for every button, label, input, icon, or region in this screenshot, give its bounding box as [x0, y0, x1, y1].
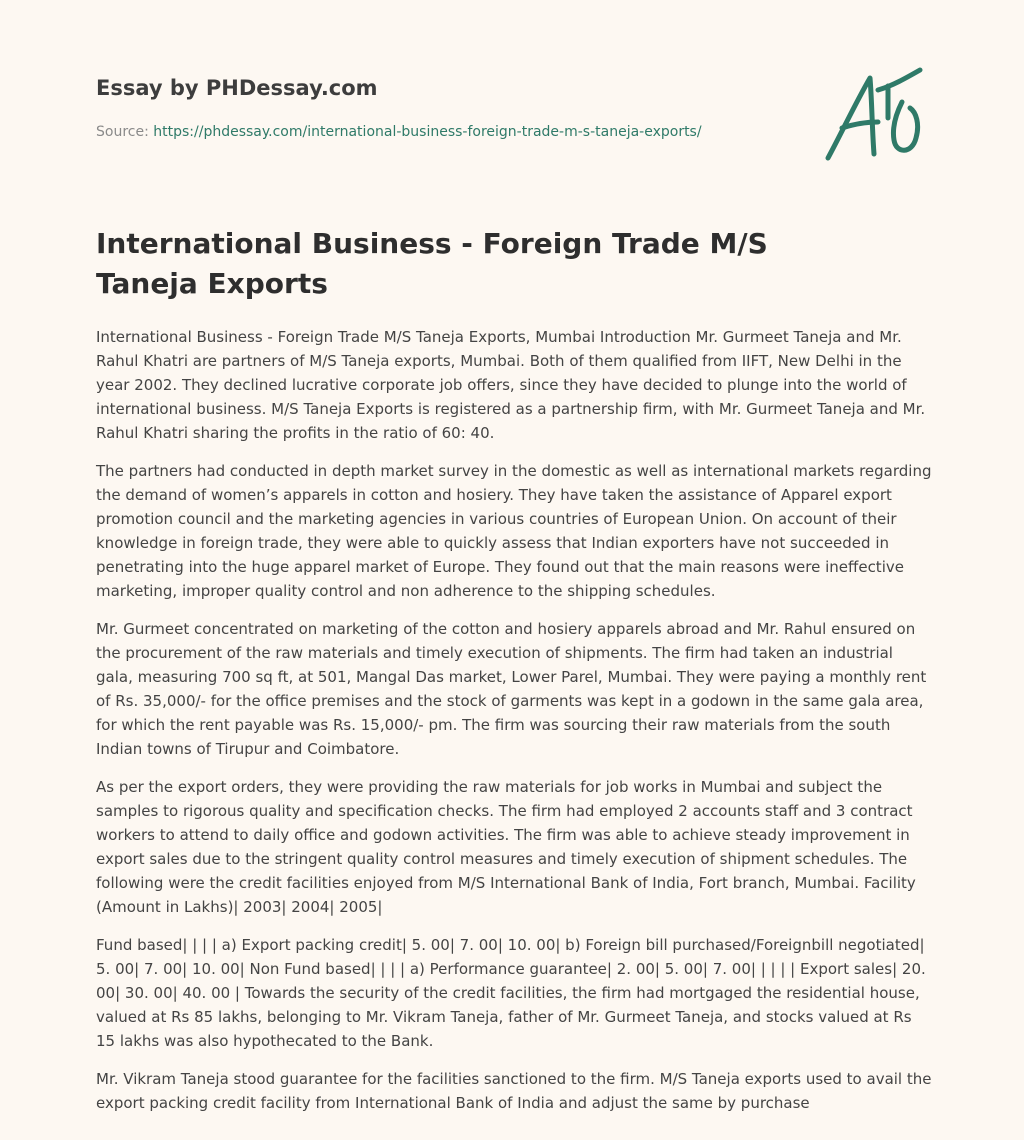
paragraph: Mr. Vikram Taneja stood guarantee for the facilities sanctioned to the firm. M/S Taneja exports used to avail the export packing credit facility from International Bank of India and adjust the same by purchase: [96, 1070, 932, 1112]
paragraph: Fund based| | | | a) Export packing credit| 5. 00| 7. 00| 10. 00| b) Foreign bill purchased/Foreignbill negotiated| 5. 00| 7. 00| 10. 00| Non Fund based| | | | a) Performance guarantee| 2. 00| 5. 00| 7. 00| | | | | Export sales| 20. 00| 30. 00| 40. 00 | Towards the security of the credit facilities, the firm had mortgaged the residential house, valued at Rs 85 lakhs, belonging to Mr. Vikram Taneja, father of Mr. Gurmeet Taneja, and stocks valued at Rs 15 lakhs was also hypothecated to the Bank.: [96, 936, 926, 1050]
article-body: [96, 325, 932, 1129]
source-label: Source:: [96, 124, 154, 140]
source-link[interactable]: https://phdessay.com/international-business-foreign-trade-m-s-taneja-exports/: [153, 124, 702, 140]
article-title: International Business - Foreign Trade M/S Taneja Exports: [96, 227, 768, 300]
paragraph: Mr. Gurmeet concentrated on marketing of the cotton and hosiery apparels abroad and Mr. Rahul ensured on the procurement of the raw materials and timely execution of shipments. The firm had taken an industrial gala, measuring 700 sq ft, at 501, Mangal Das market, Lower Parel, Mumbai. They were paying a monthly rent of Rs. 35,000/- for the office premises and the stock of garments was kept in a godown in the same gala area, for which the rent payable was Rs. 15,000/- pm. The firm was sourcing their raw materials from the south Indian towns of Tirupur and Coimbatore.: [96, 620, 927, 758]
paragraph: International Business - Foreign Trade M/S Taneja Exports, Mumbai Introduction Mr. Gurmeet Taneja and Mr. Rahul Khatri are partners of M/S Taneja exports, Mumbai. Both of them qualified from IIFT, New Delhi in the year 2002. They declined lucrative corporate job offers, since they have decided to plunge into the world of international business. M/S Taneja Exports is registered as a partnership firm, with Mr. Gurmeet Taneja and Mr. Rahul Khatri sharing the profits in the ratio of 60: 40.: [96, 328, 926, 442]
source-line: [96, 124, 702, 140]
brand-title: Essay by PHDessay.com: [96, 76, 378, 100]
paragraph: As per the export orders, they were providing the raw materials for job works in Mumbai and subject the samples to rigorous quality and specification checks. The firm had employed 2 accounts staff and 3 contract workers to attend to daily office and godown activities. The firm was able to achieve steady improvement in export sales due to the stringent quality control measures and timely execution of shipment schedules. The following were the credit facilities enjoyed from M/S International Bank of India, Fort branch, Mumbai. Facility (Amount in Lakhs)| 2003| 2004| 2005|: [96, 778, 916, 916]
paragraph: The partners had conducted in depth market survey in the domestic as well as international markets regarding the demand of women’s apparels in cotton and hosiery. They have taken the assistance of Apparel export promotion council and the marketing agencies in various countries of European Union. On account of their knowledge in foreign trade, they were able to quickly assess that Indian exporters have not succeeded in penetrating into the huge apparel market of Europe. They found out that the main reasons were ineffective marketing, improper quality control and non adherence to the shipping schedules.: [96, 462, 932, 600]
a-plus-logo-icon: [822, 62, 932, 172]
